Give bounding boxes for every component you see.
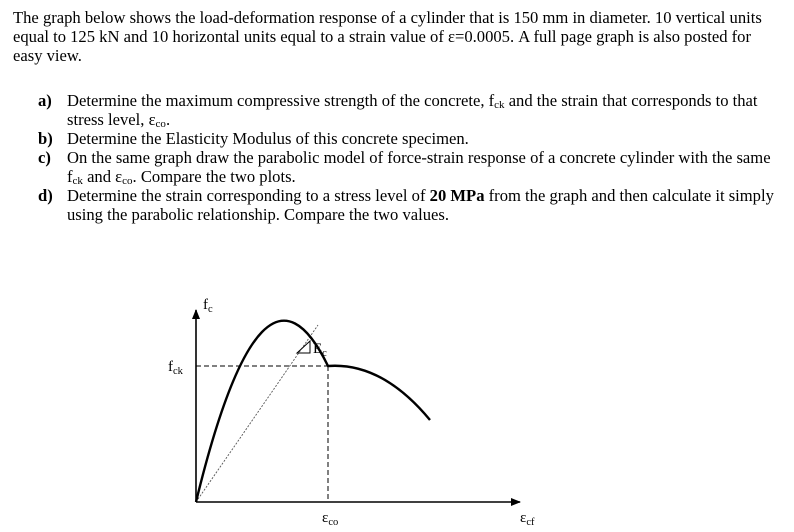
question-label: a) — [38, 91, 52, 110]
subscript: ck — [72, 175, 83, 187]
subscript: ck — [494, 99, 505, 111]
slope-triangle — [297, 341, 310, 353]
tangent-line — [196, 325, 318, 502]
question-text: Determine the maximum compressive strength of the concrete, f — [67, 91, 495, 110]
fck-label-sub: ck — [173, 366, 183, 377]
ec-label-base: E — [313, 341, 323, 357]
subscript: co — [122, 175, 133, 187]
ecf-axis-label — [520, 510, 535, 528]
ecf-label-sub: cf — [526, 517, 535, 528]
problem-intro: The graph below shows the load-deformation response of a cylinder that is 150 mm in diameter. 10 vertical units equal to 125 kN and 10 horizontal units equal to a strain value of ε=0.0005. A full page graph is also posted for easy view. — [13, 8, 762, 65]
question-text: from the graph and then calculate it simply using the parabolic relationship. Compare the two values. — [67, 186, 774, 224]
question-label: c) — [38, 148, 51, 167]
question-text: Determine the Elasticity Modulus of this concrete specimen. — [67, 129, 469, 148]
eco-label-base: ε — [322, 510, 329, 526]
question-text: On the same graph draw the parabolic model of force-strain response of a concrete cylinder with the same f — [67, 148, 771, 186]
question-text: and the strain that corresponds to that stress level, ε — [67, 91, 758, 129]
eco-axis-label — [322, 510, 338, 528]
fck-label — [168, 359, 184, 377]
question-text: . — [165, 110, 171, 129]
y-axis-label — [203, 297, 213, 315]
y-axis-label-base: f — [203, 297, 208, 313]
ec-label-sub: c — [322, 348, 327, 359]
question-label: d) — [38, 186, 53, 205]
eco-label-sub: co — [328, 517, 339, 528]
ec-label — [313, 341, 327, 359]
question-text: . Compare the two plots. — [132, 167, 296, 186]
subscript: co — [155, 118, 166, 130]
fck-label-base: f — [168, 359, 173, 375]
stress-value: 20 MPa — [429, 186, 485, 205]
ecf-label-base: ε — [520, 510, 527, 526]
question-text: and ε — [82, 167, 123, 186]
question-label: b) — [38, 129, 53, 148]
question-text: Determine the strain corresponding to a stress level of — [67, 186, 430, 205]
y-axis-label-sub: c — [208, 304, 213, 315]
